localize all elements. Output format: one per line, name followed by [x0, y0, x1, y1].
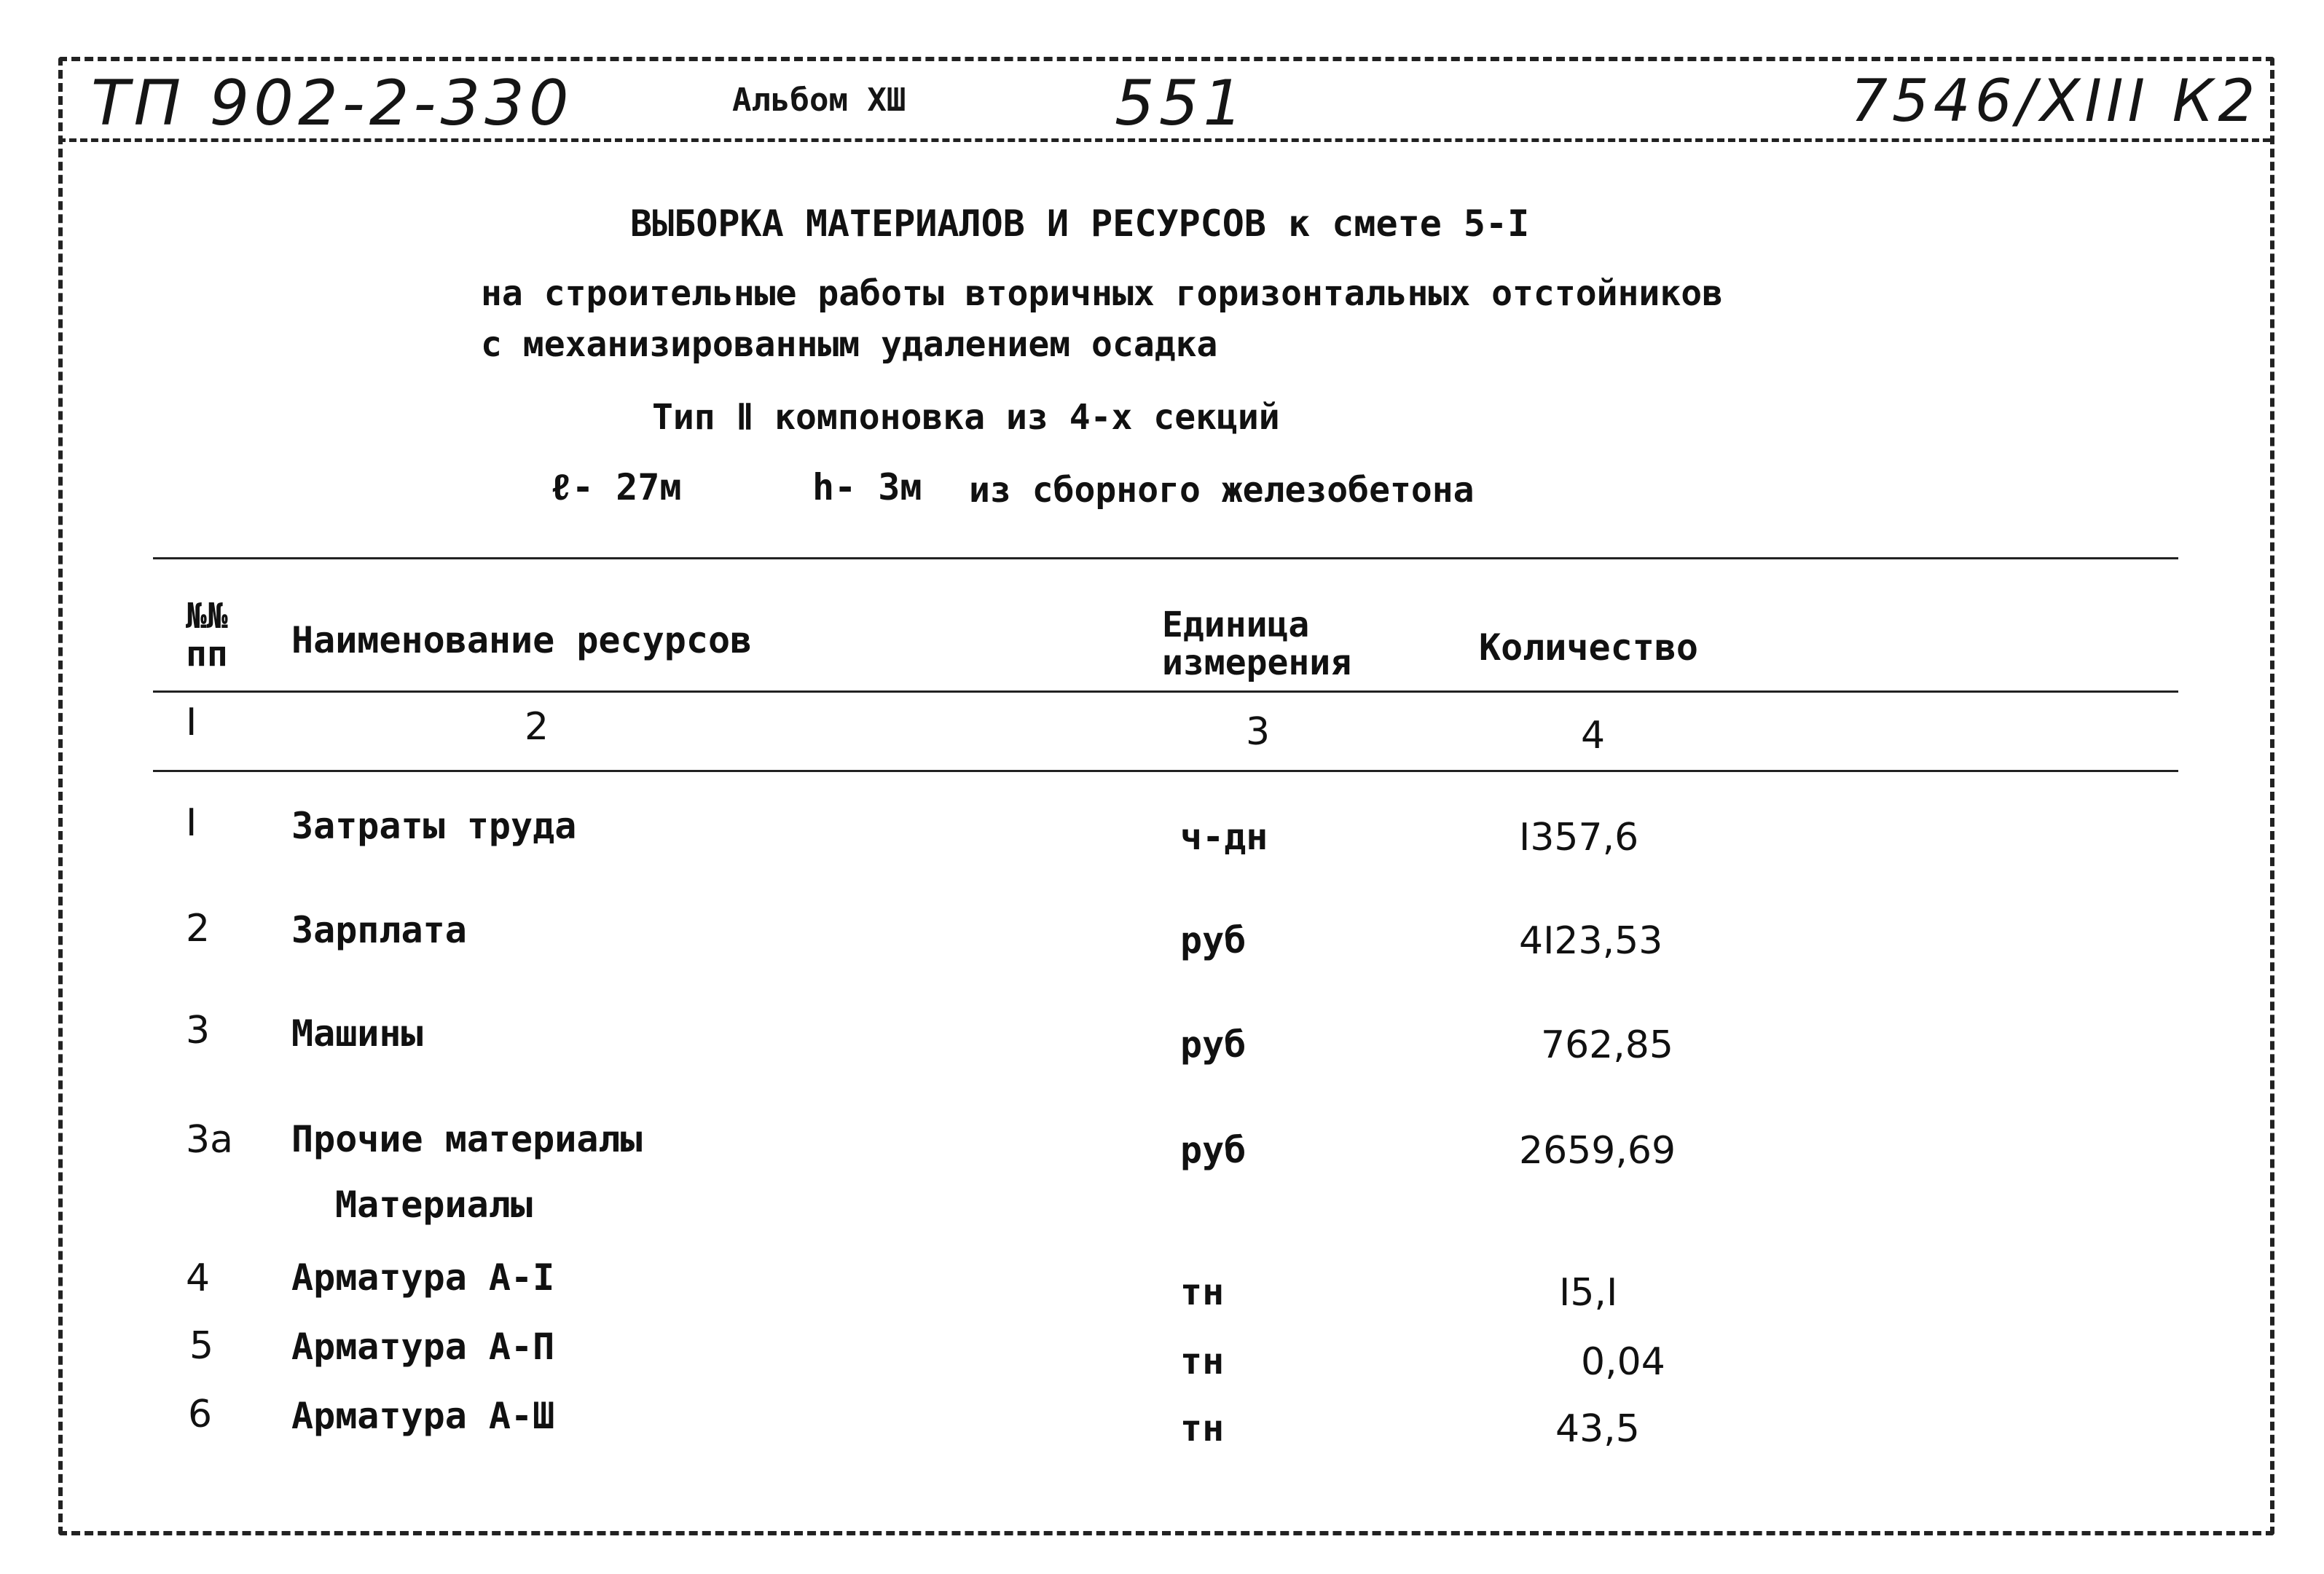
col-header-no: №№ пп — [186, 596, 228, 674]
col-number-3: 3 — [1246, 710, 1271, 754]
row-4-unit: тн — [1180, 1271, 1225, 1313]
col-number-2: 2 — [525, 705, 549, 749]
heading-subtitle-1: на строительные работы вторичных горизонтальных отстойников — [481, 273, 1724, 314]
row-3-unit: руб — [1180, 1023, 1247, 1066]
album-label: Альбом ХШ — [732, 82, 906, 119]
row-3-qty: 762,85 — [1541, 1023, 1673, 1067]
table-top-rule — [153, 557, 2178, 559]
row-1-name: Затраты труда — [291, 805, 577, 847]
row-6-no: 6 — [188, 1393, 213, 1436]
col-header-unit: Единица измерения — [1162, 605, 1352, 683]
heading-title: ВЫБОРКА МАТЕРИАЛОВ И РЕСУРСОВ к смете 5-I — [630, 202, 1530, 245]
heading-subtitle-2: с механизированным удалением осадка — [481, 324, 1218, 365]
row-6-qty: 43,5 — [1555, 1407, 1640, 1451]
row-1-qty: I357,6 — [1519, 816, 1639, 859]
reference-code: 7546/ХIII К2 — [1850, 67, 2260, 135]
row-1-unit: ч-дн — [1180, 816, 1268, 858]
row-3a-name: Прочие материалы — [291, 1118, 643, 1160]
row-2-unit: руб — [1180, 919, 1247, 961]
heading-material: из сборного железобетона — [969, 470, 1475, 511]
project-code: ТП 902-2-330 — [91, 67, 573, 140]
row-2-qty: 4I23,53 — [1519, 919, 1663, 963]
dimension-height: h- 3м — [812, 466, 922, 508]
row-5-no: 5 — [189, 1324, 214, 1368]
row-3-no: 3 — [186, 1009, 211, 1052]
col-header-qty: Количество — [1479, 626, 1699, 669]
row-4-qty: I5,I — [1559, 1271, 1618, 1315]
materials-subheading: Материалы — [335, 1184, 533, 1226]
table-header-rule — [153, 690, 2178, 693]
row-6-name: Арматура А-Ш — [291, 1395, 555, 1437]
row-3a-qty: 2659,69 — [1519, 1129, 1676, 1173]
row-2-no: 2 — [186, 907, 211, 951]
page-number: 551 — [1115, 67, 1248, 140]
col-number-1: I — [186, 701, 197, 744]
col-header-name: Наименование ресурсов — [291, 619, 753, 661]
row-3a-unit: руб — [1180, 1129, 1247, 1171]
col-number-4: 4 — [1581, 714, 1606, 758]
row-5-unit: тн — [1180, 1340, 1225, 1382]
row-1-no: I — [186, 801, 197, 845]
row-5-name: Арматура А-П — [291, 1326, 555, 1368]
row-5-qty: 0,04 — [1581, 1340, 1665, 1384]
row-3a-no: 3а — [186, 1118, 233, 1162]
row-6-unit: тн — [1180, 1407, 1225, 1449]
row-4-name: Арматура А-I — [291, 1256, 555, 1299]
dimension-length: ℓ- 27м — [550, 466, 682, 508]
table-numbers-rule — [153, 770, 2178, 772]
heading-type: Тип Ⅱ компоновка из 4-х секций — [652, 397, 1280, 438]
row-4-no: 4 — [186, 1256, 211, 1300]
row-2-name: Зарплата — [291, 909, 467, 951]
row-3-name: Машины — [291, 1012, 423, 1055]
